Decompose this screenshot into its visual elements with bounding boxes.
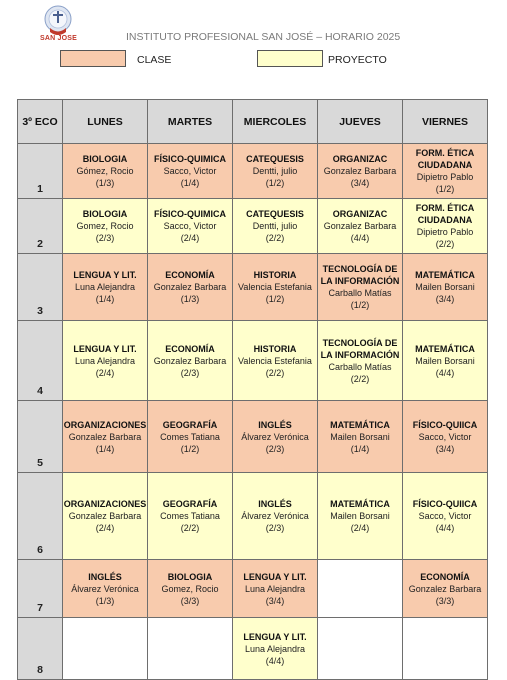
day-header: LUNES — [63, 100, 148, 144]
session-fraction: (1/2) — [180, 443, 200, 454]
subject-name: ECONOMÍA — [165, 343, 215, 354]
session-fraction: (1/4) — [95, 443, 115, 454]
schedule-cell-clase — [63, 401, 148, 473]
session-fraction: (1/3) — [180, 294, 200, 304]
teacher-name: Dipietro Pablo — [416, 172, 474, 182]
teacher-name: Valencia Estefania — [238, 282, 312, 292]
period-number: 5 — [18, 401, 63, 473]
session-fraction: (1/2) — [350, 300, 370, 310]
schedule-cell-proyecto — [318, 199, 403, 254]
subject-name: GEOGRAFÍA — [162, 419, 218, 430]
schedule-row — [18, 199, 488, 254]
page-title: INSTITUTO PROFESIONAL SAN JOSÉ – HORARIO 2025 — [126, 31, 401, 43]
subject-name: CATEQUESIS — [246, 154, 304, 164]
schedule-table — [17, 99, 488, 680]
schedule-cell-clase — [148, 254, 233, 321]
empty-slot — [318, 618, 403, 680]
teacher-name: Luna Alejandra — [74, 282, 136, 292]
teacher-name: Carballo Matías — [328, 361, 392, 372]
schedule-cell-proyecto — [233, 321, 318, 401]
subject-name: HISTORIA — [253, 270, 297, 280]
teacher-name: Sacco, Victor — [418, 431, 472, 442]
teacher-name: Luna Alejandra — [74, 355, 136, 366]
schedule-cell-proyecto — [403, 199, 488, 254]
subject-name: ECONOMÍA — [420, 571, 470, 582]
period-number: 1 — [18, 144, 63, 199]
teacher-name: Sacco, Victor — [163, 221, 217, 231]
subject-name: ORGANIZAC — [332, 209, 388, 219]
subject-name: FORM. ÉTICA CIUDADANA — [415, 203, 475, 225]
subject-name: INGLÉS — [88, 571, 122, 582]
subject-name: BIOLOGIA — [167, 571, 213, 582]
schedule-cell-proyecto — [318, 473, 403, 560]
schedule-cell-clase — [403, 144, 488, 199]
teacher-name: Luna Alejandra — [244, 643, 306, 654]
period-number: 8 — [18, 618, 63, 680]
teacher-name: Álvarez Verónica — [241, 511, 309, 521]
teacher-name: Gonzalez Barbara — [68, 431, 142, 442]
schedule-row — [18, 618, 488, 680]
teacher-name: Luna Alejandra — [244, 583, 306, 594]
schedule-cell-clase — [318, 254, 403, 321]
session-fraction: (1/3) — [95, 178, 115, 188]
schedule-cell-clase — [63, 560, 148, 618]
schedule-cell-proyecto — [233, 473, 318, 560]
teacher-name: Gonzalez Barbara — [323, 221, 397, 231]
subject-name: LENGUA Y LIT. — [73, 343, 137, 354]
teacher-name: Gonzalez Barbara — [408, 583, 482, 594]
schedule-cell-proyecto — [233, 199, 318, 254]
session-fraction: (3/4) — [435, 294, 455, 304]
subject-name: ECONOMÍA — [165, 270, 215, 280]
session-fraction: (4/4) — [350, 233, 370, 243]
schedule-cell-proyecto — [148, 199, 233, 254]
session-fraction: (2/3) — [265, 443, 285, 454]
teacher-name: Mailen Borsani — [330, 431, 390, 442]
session-fraction: (1/2) — [265, 178, 285, 188]
day-header: VIERNES — [403, 100, 488, 144]
session-fraction: (1/4) — [180, 178, 200, 188]
teacher-name: Comes Tatiana — [160, 431, 220, 442]
session-fraction: (1/4) — [350, 443, 370, 454]
schedule-cell-proyecto — [63, 199, 148, 254]
schedule-cell-clase — [233, 560, 318, 618]
session-fraction: (1/2) — [265, 294, 285, 304]
subject-name: LENGUA Y LIT. — [243, 631, 307, 642]
teacher-name: Álvarez Verónica — [71, 583, 139, 594]
schedule-cell-proyecto — [148, 473, 233, 560]
subject-name: FÍSICO-QUIMICA — [154, 209, 226, 219]
session-fraction: (3/4) — [435, 443, 455, 454]
session-fraction: (3/3) — [180, 595, 200, 606]
subject-name: CATEQUESIS — [246, 209, 304, 219]
schedule-cell-clase — [403, 401, 488, 473]
session-fraction: (2/3) — [180, 367, 200, 378]
schedule-cell-proyecto — [403, 321, 488, 401]
teacher-name: Álvarez Verónica — [241, 431, 309, 442]
legend-swatch-proyecto — [257, 50, 323, 67]
logo-caption: SAN JOSE — [40, 35, 77, 42]
subject-name: TECNOLOGÍA DE LA INFORMACIÓN — [320, 337, 400, 360]
teacher-name: Comes Tatiana — [160, 511, 220, 521]
subject-name: ORGANIZACIONES — [63, 499, 147, 509]
legend-label-clase: CLASE — [137, 54, 172, 66]
teacher-name: Gonzalez Barbara — [68, 511, 142, 521]
schedule-cell-clase — [318, 401, 403, 473]
schedule-cell-clase — [403, 560, 488, 618]
session-fraction: (1/4) — [95, 294, 115, 304]
schedule-cell-proyecto — [403, 473, 488, 560]
period-number: 6 — [18, 473, 63, 560]
subject-name: MATEMÁTICA — [330, 499, 390, 509]
session-fraction: (2/3) — [265, 523, 285, 533]
teacher-name: Mailen Borsani — [415, 282, 475, 292]
schedule-cell-proyecto — [148, 321, 233, 401]
session-fraction: (4/4) — [435, 523, 455, 533]
schedule-cell-clase — [318, 144, 403, 199]
schedule-row — [18, 473, 488, 560]
session-fraction: (2/2) — [265, 367, 285, 378]
subject-name: GEOGRAFÍA — [162, 499, 218, 509]
subject-name: FÍSICO-QUIICA — [412, 419, 478, 430]
schedule-row — [18, 401, 488, 473]
session-fraction: (2/4) — [95, 523, 115, 533]
session-fraction: (2/2) — [265, 233, 285, 243]
period-number: 7 — [18, 560, 63, 618]
subject-name: MATEMÁTICA — [415, 270, 475, 280]
teacher-name: Dipietro Pablo — [416, 227, 474, 237]
legend-label-proyecto: PROYECTO — [328, 54, 387, 66]
teacher-name: Gómez, Rocio — [76, 166, 134, 176]
session-fraction: (2/4) — [350, 523, 370, 533]
schedule-cell-clase — [233, 401, 318, 473]
subject-name: FÍSICO-QUIMICA — [154, 154, 226, 164]
day-header: JUEVES — [318, 100, 403, 144]
schedule-cell-clase — [403, 254, 488, 321]
subject-name: INGLÉS — [258, 419, 292, 430]
schedule-cell-proyecto — [63, 321, 148, 401]
day-header: MARTES — [148, 100, 233, 144]
teacher-name: Gonzalez Barbara — [153, 355, 227, 366]
subject-name: TECNOLOGÍA DE LA INFORMACIÓN — [320, 264, 400, 286]
schedule-row — [18, 560, 488, 618]
schedule-cell-clase — [148, 144, 233, 199]
session-fraction: (1/3) — [95, 595, 115, 606]
teacher-name: Gonzalez Barbara — [323, 166, 397, 176]
teacher-name: Sacco, Victor — [418, 511, 472, 521]
session-fraction: (3/4) — [265, 595, 285, 606]
session-fraction: (3/4) — [350, 178, 370, 188]
teacher-name: Dentti, julio — [252, 221, 298, 231]
schedule-cell-proyecto — [63, 473, 148, 560]
teacher-name: Sacco, Victor — [163, 166, 217, 176]
empty-slot — [318, 560, 403, 618]
session-fraction: (2/3) — [95, 233, 115, 243]
schedule-cell-clase — [148, 401, 233, 473]
subject-name: MATEMÁTICA — [330, 419, 390, 430]
session-fraction: (2/2) — [180, 523, 200, 533]
subject-name: INGLÉS — [258, 499, 292, 509]
teacher-name: Mailen Borsani — [330, 511, 390, 521]
subject-name: FORM. ÉTICA CIUDADANA — [415, 148, 475, 170]
teacher-name: Gomez, Rocio — [76, 221, 134, 231]
schedule-cell-proyecto — [318, 321, 403, 401]
teacher-name: Carballo Matías — [328, 288, 392, 298]
subject-name: LENGUA Y LIT. — [243, 571, 307, 582]
session-fraction: (2/2) — [350, 373, 370, 384]
subject-name: HISTORIA — [253, 343, 297, 354]
schedule-header-row — [18, 100, 488, 144]
teacher-name: Valencia Estefania — [238, 355, 312, 366]
teacher-name: Gomez, Rocio — [161, 583, 219, 594]
period-number: 2 — [18, 199, 63, 254]
subject-name: FÍSICO-QUIICA — [412, 499, 478, 509]
subject-name: ORGANIZAC — [332, 154, 388, 164]
course-label: 3º ECO — [18, 100, 63, 144]
teacher-name: Gonzalez Barbara — [153, 282, 227, 292]
teacher-name: Dentti, julio — [252, 166, 298, 176]
session-fraction: (4/4) — [435, 367, 455, 378]
session-fraction: (3/3) — [435, 595, 455, 606]
session-fraction: (4/4) — [265, 655, 285, 666]
day-header: MIERCOLES — [233, 100, 318, 144]
session-fraction: (2/2) — [435, 239, 455, 249]
schedule-cell-clase — [233, 254, 318, 321]
subject-name: LENGUA Y LIT. — [73, 270, 137, 280]
schedule-cell-proyecto — [233, 618, 318, 680]
subject-name: ORGANIZACIONES — [63, 419, 147, 430]
session-fraction: (1/2) — [435, 184, 455, 194]
schedule-cell-clase — [63, 254, 148, 321]
session-fraction: (2/4) — [95, 367, 115, 378]
teacher-name: Mailen Borsani — [415, 355, 475, 366]
schedule-cell-clase — [148, 560, 233, 618]
schedule-row — [18, 144, 488, 199]
session-fraction: (2/4) — [180, 233, 200, 243]
empty-slot — [63, 618, 148, 680]
schedule-cell-clase — [233, 144, 318, 199]
schedule-row — [18, 321, 488, 401]
empty-slot — [403, 618, 488, 680]
period-number: 3 — [18, 254, 63, 321]
legend-swatch-clase — [60, 50, 126, 67]
schedule-row — [18, 254, 488, 321]
empty-slot — [148, 618, 233, 680]
subject-name: MATEMÁTICA — [415, 343, 475, 354]
subject-name: BIOLOGIA — [82, 209, 128, 219]
period-number: 4 — [18, 321, 63, 401]
schedule-cell-clase — [63, 144, 148, 199]
subject-name: BIOLOGIA — [82, 154, 128, 164]
